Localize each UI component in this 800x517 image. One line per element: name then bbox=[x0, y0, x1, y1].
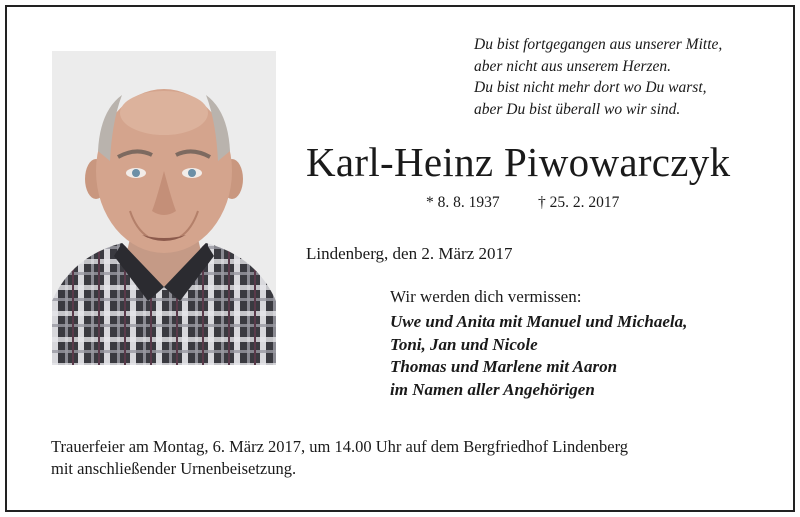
mourning-intro: Wir werden dich vermissen: bbox=[390, 287, 582, 306]
mourners-list bbox=[390, 311, 687, 401]
deceased-name: Karl-Heinz Piwowarczyk bbox=[306, 139, 731, 185]
death-date: † 25. 2. 2017 bbox=[538, 194, 620, 211]
portrait-image bbox=[52, 51, 276, 365]
poem-line: Du bist nicht mehr dort wo Du warst, bbox=[474, 79, 707, 96]
mourner-line: Toni, Jan und Nicole bbox=[390, 334, 538, 354]
service-line: mit anschließender Urnenbeisetzung. bbox=[51, 459, 297, 478]
memorial-poem bbox=[474, 34, 722, 120]
mourner-line: im Namen aller Angehörigen bbox=[390, 379, 595, 399]
poem-line: aber Du bist überall wo wir sind. bbox=[474, 100, 681, 118]
poem-line: Du bist fortgegangen aus unserer Mitte, bbox=[474, 36, 723, 53]
service-line: Trauerfeier am Montag, 6. März 2017, um 14.00 Uhr auf dem Bergfriedhof Lindenberg bbox=[51, 437, 629, 456]
mourner-line: Thomas und Marlene mit Aaron bbox=[390, 357, 618, 376]
birth-date: * 8. 8. 1937 bbox=[426, 194, 500, 211]
funeral-service-info bbox=[51, 436, 628, 480]
place-and-date: Lindenberg, den 2. März 2017 bbox=[306, 244, 513, 263]
portrait-photo bbox=[52, 51, 276, 365]
poem-line: aber nicht aus unserem Herzen. bbox=[474, 57, 672, 75]
mourner-line: Uwe und Anita mit Manuel und Michaela, bbox=[390, 312, 688, 331]
